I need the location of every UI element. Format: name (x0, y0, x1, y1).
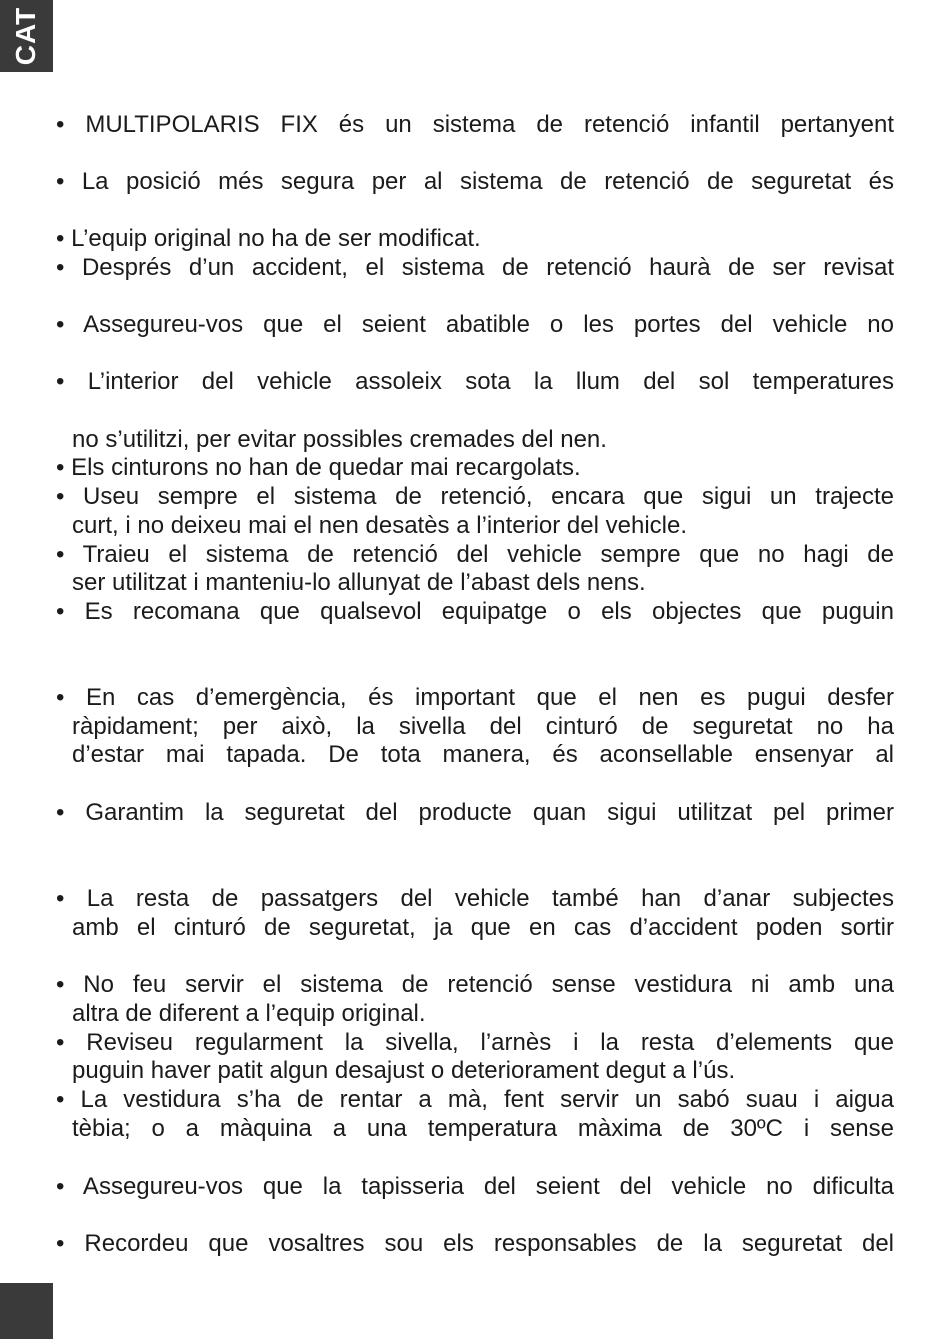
text-line: altra de diferent a l’equip original. (72, 1000, 426, 1027)
text-line: • Useu sempre el sistema de retenció, encara que sigui un trajecte (56, 483, 894, 510)
text-line: • MULTIPOLARIS FIX és un sistema de retenció infantil pertanyent (56, 111, 894, 138)
text-line: • Assegureu-vos que la tapisseria del seient del vehicle no dificulta (56, 1173, 894, 1200)
text-line: • La vestidura s’ha de rentar a mà, fent servir un sabó suau i aigua (56, 1086, 894, 1113)
text-line: ser utilitzat i manteniu-lo allunyat de l’abast dels nens. (72, 569, 646, 596)
text-line: ràpidament; per això, la sivella del cinturó de seguretat no ha (72, 713, 894, 740)
text-line: tèbia; o a màquina a una temperatura màxima de 30ºC i sense (72, 1115, 894, 1142)
text-line: curt, i no deixeu mai el nen desatès a l’interior del vehicle. (72, 512, 687, 539)
language-tab-label: CAT (10, 6, 41, 66)
text-line: • Es recomana que qualsevol equipatge o els objectes que puguin (56, 598, 894, 625)
text-line: • Garantim la seguretat del producte quan sigui utilitzat pel primer (56, 799, 894, 826)
text-line: • Assegureu-vos que el seient abatible o les portes del vehicle no (56, 311, 894, 338)
text-line: • No feu servir el sistema de retenció sense vestidura ni amb una (56, 971, 894, 998)
text-line: puguin haver patit algun desajust o deteriorament degut a l’ús. (72, 1057, 736, 1084)
text-line: • Després d’un accident, el sistema de retenció haurà de ser revisat (56, 254, 894, 281)
text-line: • Traieu el sistema de retenció del vehicle sempre que no hagi de (56, 541, 894, 568)
text-line: • La posició més segura per al sistema de retenció de seguretat és (56, 168, 894, 195)
text-line: amb el cinturó de seguretat, ja que en cas d’accident poden sortir (72, 914, 894, 941)
page-corner-block (0, 1283, 53, 1339)
text-line: no s’utilitzi, per evitar possibles cremades del nen. (72, 426, 607, 453)
text-line: • La resta de passatgers del vehicle també han d’anar subjectes (56, 885, 894, 912)
text-line: • Reviseu regularment la sivella, l’arnès i la resta d’elements que (56, 1029, 894, 1056)
language-tab (0, 0, 53, 72)
text-line: • Els cinturons no han de quedar mai recargolats. (56, 454, 581, 481)
text-line: • L’interior del vehicle assoleix sota la llum del sol temperatures (56, 368, 894, 395)
text-line: • L’equip original no ha de ser modificat. (56, 225, 481, 252)
text-line: • En cas d’emergència, és important que el nen es pugui desfer (56, 684, 894, 711)
text-line: • Recordeu que vosaltres sou els responsables de la seguretat del (56, 1230, 894, 1257)
text-line: d’estar mai tapada. De tota manera, és aconsellable ensenyar al (72, 741, 894, 768)
